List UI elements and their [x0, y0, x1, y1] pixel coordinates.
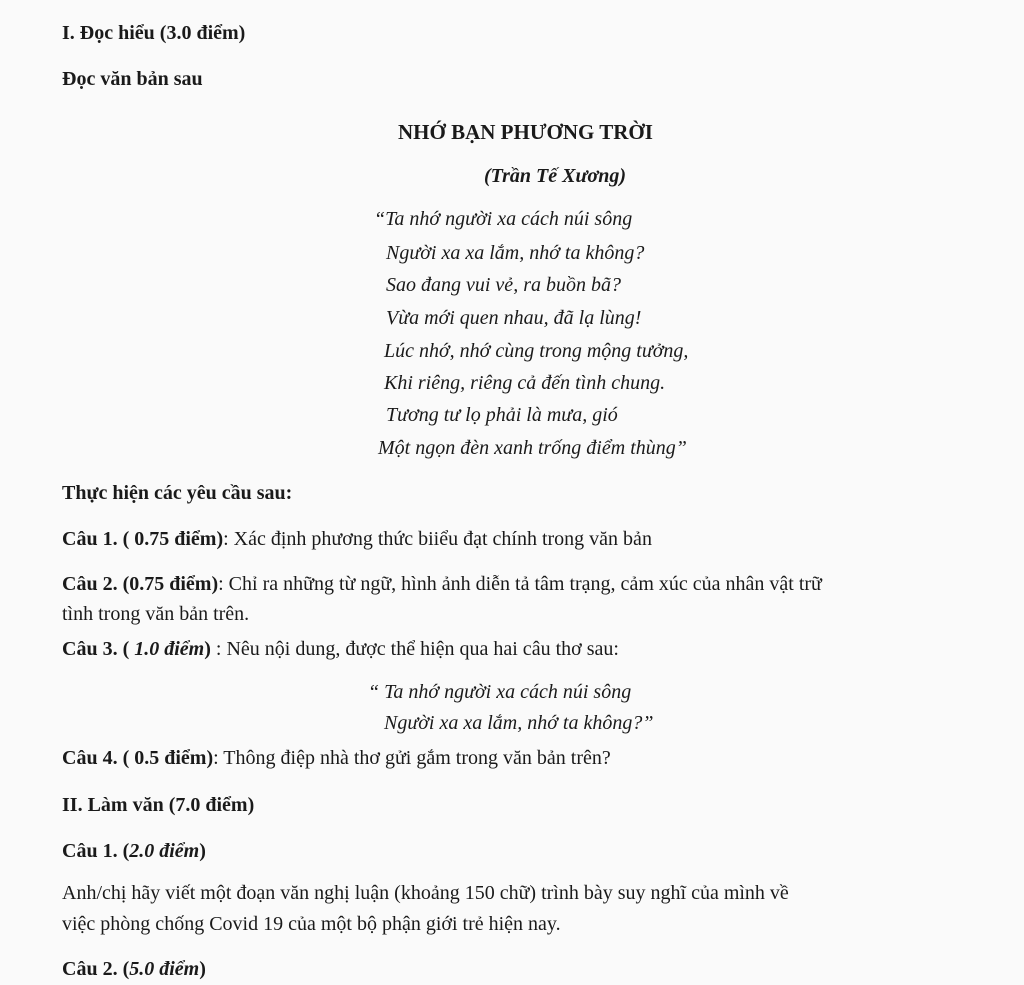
- poem-line-2: Người xa xa lắm, nhớ ta không?: [386, 242, 645, 264]
- poem-line-6: Khi riêng, riêng cả đến tình chung.: [384, 372, 666, 394]
- question-4: [62, 747, 611, 770]
- essay-question-1-points: 2.0 điểm: [129, 840, 200, 862]
- question-1-text: : Xác định phương thức biiểu đạt chính trong văn bản: [223, 528, 652, 550]
- question-3: [62, 638, 619, 661]
- poem-line-1: “Ta nhớ người xa cách núi sông: [374, 208, 633, 230]
- essay-question-2-label: [62, 958, 206, 981]
- essay-question-2-prefix: Câu 2. (: [62, 958, 130, 980]
- question-4-text: : Thông điệp nhà thơ gửi gắm trong văn bản trên?: [213, 747, 611, 769]
- question-3-quote-line-1: “ Ta nhớ người xa cách núi sông: [368, 681, 632, 703]
- question-2-continuation: tình trong văn bản trên.: [62, 603, 250, 625]
- part1-heading: I. Đọc hiểu (3.0 điểm): [62, 22, 246, 44]
- poem-line-7: Tương tư lọ phải là mưa, gió: [386, 404, 618, 426]
- question-2-text: : Chỉ ra những từ ngữ, hình ảnh diễn tả tâm trạng, cảm xúc của nhân vật trữ: [218, 573, 822, 595]
- question-4-label: Câu 4. ( 0.5 điểm): [62, 747, 214, 769]
- tasks-heading: Thực hiện các yêu cầu sau:: [62, 482, 293, 504]
- poem-line-5: Lúc nhớ, nhớ cùng trong mộng tưởng,: [384, 340, 689, 362]
- essay-question-2-suffix: ): [199, 958, 206, 980]
- question-3-label-suffix: ): [204, 638, 211, 660]
- essay-question-2-points: 5.0 điểm: [129, 958, 200, 980]
- question-3-label-points: 1.0 điểm: [129, 638, 205, 660]
- question-1: [62, 528, 652, 551]
- essay-question-1-text-line-1: Anh/chị hãy viết một đoạn văn nghị luận (khoảng 150 chữ) trình bày suy nghĩ của mình về: [62, 882, 789, 904]
- question-3-quote-line-2: Người xa xa lắm, nhớ ta không?”: [384, 712, 654, 734]
- essay-question-1-text-line-2: việc phòng chống Covid 19 của một bộ phận giới trẻ hiện nay.: [62, 913, 561, 935]
- essay-question-1-prefix: Câu 1. (: [62, 840, 130, 862]
- poem-line-3: Sao đang vui vẻ, ra buồn bã?: [386, 274, 621, 296]
- reading-instruction: Đọc văn bản sau: [62, 68, 203, 90]
- question-3-label-prefix: Câu 3. (: [62, 638, 130, 660]
- question-1-label: Câu 1. ( 0.75 điểm): [62, 528, 224, 550]
- poem-line-4: Vừa mới quen nhau, đã lạ lùng!: [386, 307, 642, 329]
- question-2: [62, 573, 822, 596]
- question-3-text: : Nêu nội dung, được thể hiện qua hai câu thơ sau:: [210, 638, 619, 660]
- essay-question-1-label: [62, 840, 206, 863]
- poem-author: (Trần Tế Xương): [484, 165, 626, 187]
- poem-line-8: Một ngọn đèn xanh trống điểm thùng”: [378, 437, 687, 459]
- essay-question-1-suffix: ): [199, 840, 206, 862]
- part2-heading: II. Làm văn (7.0 điểm): [62, 794, 255, 816]
- question-2-label: Câu 2. (0.75 điểm): [62, 573, 219, 595]
- poem-title: NHỚ BẠN PHƯƠNG TRỜI: [398, 120, 653, 144]
